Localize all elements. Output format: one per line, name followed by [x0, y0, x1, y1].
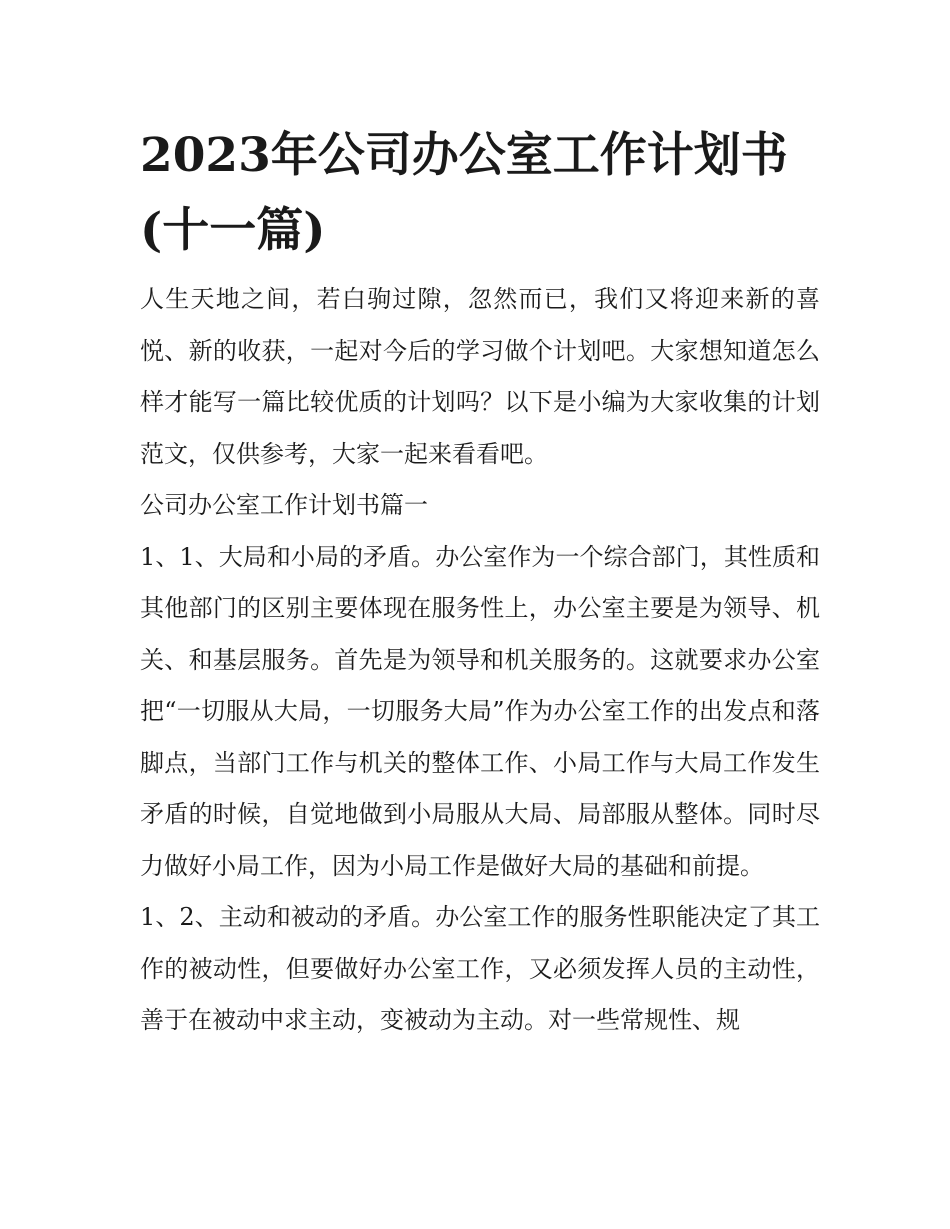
document-title: 2023年公司办公室工作计划书(十一篇)	[140, 128, 788, 258]
intro-paragraph: 人生天地之间，若白驹过隙，忽然而已，我们又将迎来新的喜悦、新的收获，一起对今后的学习做个计划吧。大家想知道怎么样才能写一篇比较优质的计划吗？以下是小编为大家收集的计划范文，仅供参考，大家一起来看看吧。	[140, 285, 820, 468]
document-page	[140, 118, 820, 1047]
section-heading: 公司办公室工作计划书篇一	[140, 491, 428, 519]
body-paragraph-1: 1、1、大局和小局的矛盾。办公室作为一个综合部门，其性质和其他部门的区别主要体现在服务性上，办公室主要是为领导、机关、和基层服务。首先是为领导和机关服务的。这就要求办公室把“一切服从大局，一切服务大局”作为办公室工作的出发点和落脚点，当部门工作与机关的整体工作、小局工作与大局工作发生矛盾的时候，自觉地做到小局服从大局、局部服从整体。同时尽力做好小局工作，因为小局工作是做好大局的基础和前提。	[140, 542, 820, 880]
body-paragraph-2: 1、2、主动和被动的矛盾。办公室工作的服务性职能决定了其工作的被动性，但要做好办公室工作，又必须发挥人员的主动性，善于在被动中求主动，变被动为主动。对一些常规性、规	[140, 903, 820, 1034]
